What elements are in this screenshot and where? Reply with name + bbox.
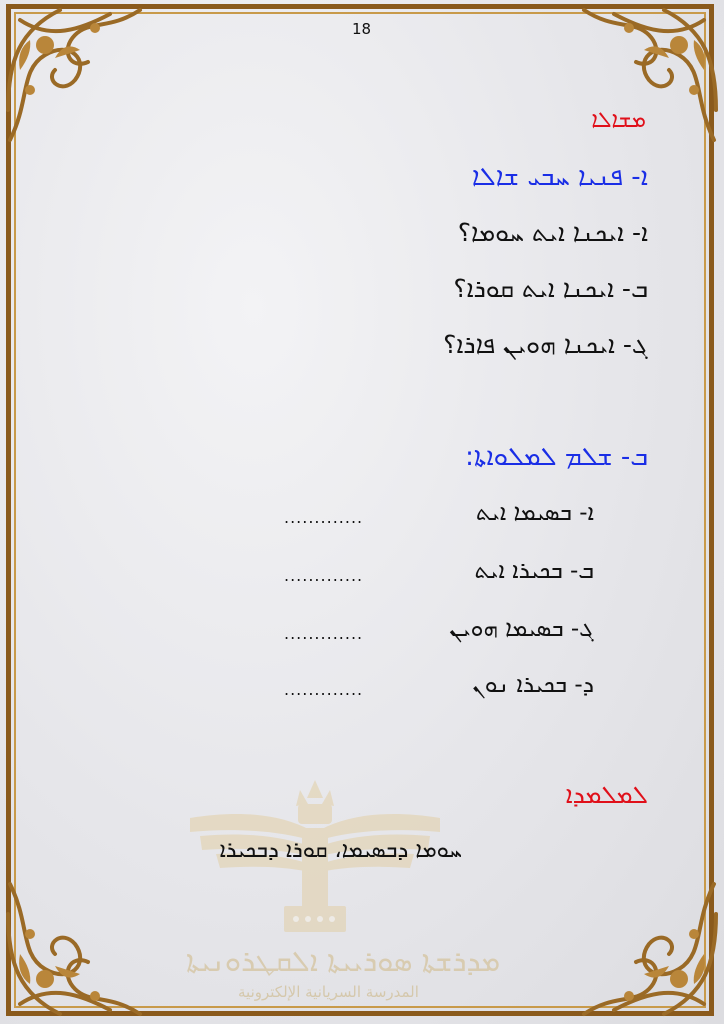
question-2: ܒ- ܐܝܟܢܐ ܐܝܬ ܩܘܪܐ؟ (453, 274, 648, 303)
answer-blank-2[interactable]: ............. (284, 566, 364, 585)
watermark-syriac-text: ܡܕܪܫܬܐ ܣܘܪܝܝܬܐ ܐܠܩܛܪܘܢܝܬܐ (186, 944, 501, 978)
answer-blank-4[interactable]: ............. (284, 680, 364, 699)
page-number: 18 (352, 20, 372, 38)
question-3: ܓ- ܐܝܟܢܐ ܗܘܝܢ ܦܐܪܐ؟ (443, 330, 648, 359)
fill-item-3: ܓ- ܒܣܝܡܐ ܗܘܝܢ (449, 616, 594, 642)
ornamental-corner-icon (0, 874, 150, 1024)
section2-heading: ܒ- ܫܠܡ ܠܡܠܘܐܬܐ: (465, 442, 648, 472)
vocabulary-line: ܚܘܡܐ ܕܒܣܝܡܐ، ܩܘܪܐ ܕܒܟܝܪܐ (219, 838, 462, 863)
ornamental-corner-icon (0, 0, 150, 150)
lesson-title: ܡܫܐܠܐ (591, 108, 646, 133)
vocabulary-heading: ܠܡܠܡܕܐ (565, 780, 648, 809)
section1-heading: ܐ- ܦܢܝܐ ܚܒܝ ܫܐܠܐ (471, 162, 648, 192)
fill-item-4: ܕ- ܒܟܝܪܐ ܢܘܢ (472, 672, 594, 698)
fill-item-1: ܐ- ܒܣܝܡܐ ܐܝܬ (475, 500, 594, 526)
question-1: ܐ- ܐܝܟܢܐ ܐܝܬ ܚܘܡܐ؟ (457, 218, 648, 247)
ornamental-corner-icon (574, 874, 724, 1024)
fill-item-2: ܒ- ܒܟܝܪܐ ܐܝܬ (474, 558, 594, 584)
watermark-arabic-text: المدرسة السريانية الإلكترونية (238, 983, 419, 1001)
answer-blank-1[interactable]: ............. (284, 508, 364, 527)
answer-blank-3[interactable]: ............. (284, 624, 364, 643)
